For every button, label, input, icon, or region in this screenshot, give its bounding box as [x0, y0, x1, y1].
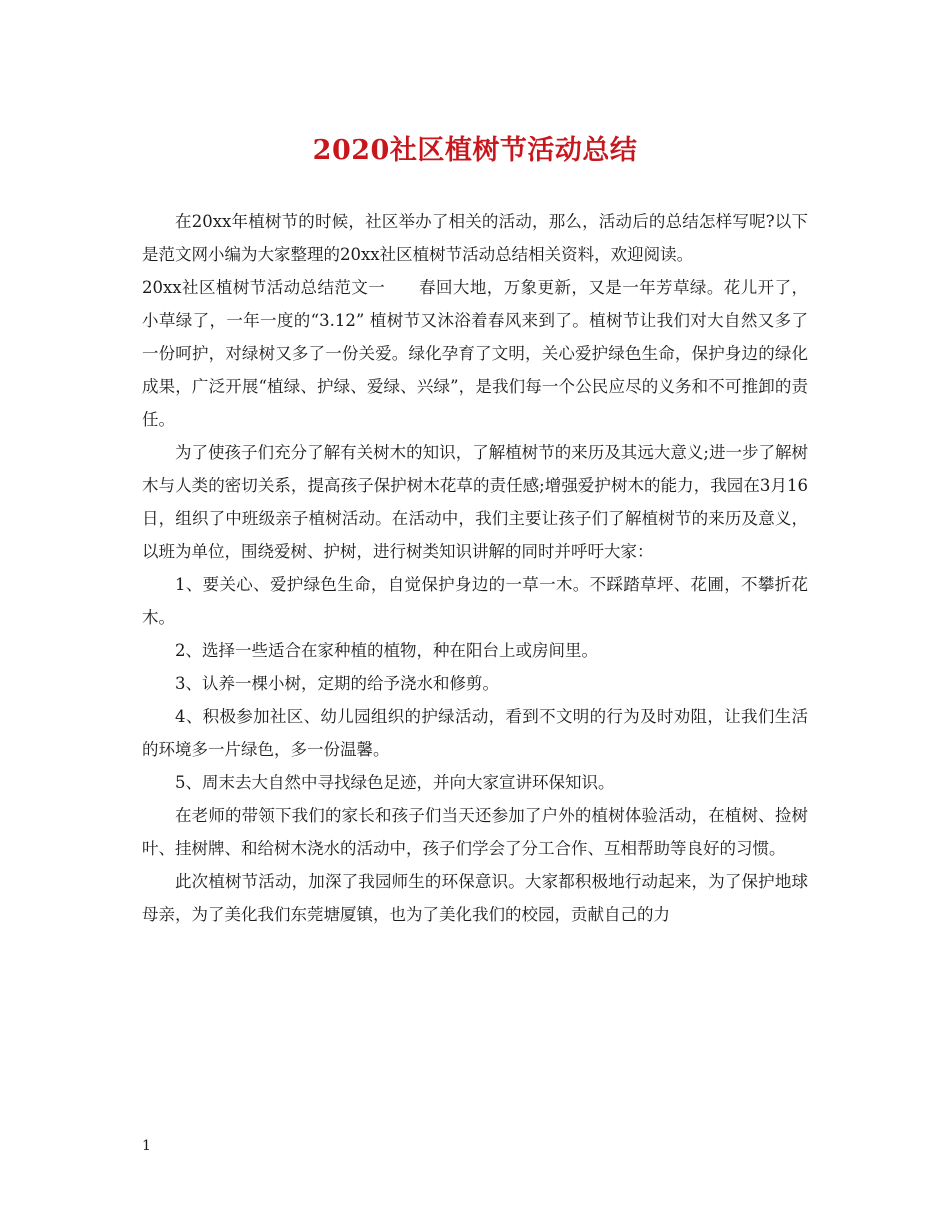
- page-number: 1: [142, 1138, 151, 1154]
- list-item-5: 5、周末去大自然中寻找绿色足迹，并向大家宣讲环保知识。: [175, 773, 615, 792]
- list-item-2: 2、选择一些适合在家种植的植物，种在阳台上或房间里。: [175, 641, 598, 660]
- paragraph-activity: 在老师的带领下我们的家长和孩子们当天还参加了户外的植树体验活动，在植树、捡树叶、挂树牌、和给树木浇水的活动中，孩子们学会了分工合作、互相帮助等良好的习惯。: [142, 806, 808, 858]
- document-title: 2020社区植树节活动总结: [312, 135, 638, 166]
- document-body: [142, 205, 808, 931]
- paragraph-purpose: 为了使孩子们充分了解有关树木的知识，了解植树节的来历及其远大意义;进一步了解树木与人类的密切关系，提高孩子保护树木花草的责任感;增强爱护树木的能力，我园在3月16日，组织了中班级亲子植树活动。在活动中，我们主要让孩子们了解植树节的来历及意义，以班为单位，围绕爱树、护树，进行树类知识讲解的同时并呼吁大家：: [142, 443, 808, 561]
- paragraph-sample-one: 20xx社区植树节活动总结范文一 春回大地，万象更新，又是一年芳草绿。花儿开了，小草绿了，一年一度的“3.12” 植树节又沐浴着春风来到了。植树节让我们对大自然又多了一份呵护，对绿树又多了一份关爱。绿化孕育了文明，关心爱护绿色生命，保护身边的绿化成果，广泛开展“植绿、护绿、爱绿、兴绿”，是我们每一个公民应尽的义务和不可推卸的责任。: [142, 278, 808, 429]
- list-item-4: 4、积极参加社区、幼儿园组织的护绿活动，看到不文明的行为及时劝阻，让我们生活的环境多一片绿色，多一份温馨。: [142, 707, 808, 759]
- list-item-3: 3、认养一棵小树，定期的给予浇水和修剪。: [175, 674, 499, 693]
- paragraph-conclusion: 此次植树节活动，加深了我园师生的环保意识。大家都积极地行动起来，为了保护地球母亲，为了美化我们东莞塘厦镇，也为了美化我们的校园，贡献自己的力: [142, 872, 808, 924]
- list-item-1: 1、要关心、爱护绿色生命，自觉保护身边的一草一木。不踩踏草坪、花圃，不攀折花木。: [142, 575, 808, 627]
- paragraph-intro: 在20xx年植树节的时候，社区举办了相关的活动，那么，活动后的总结怎样写呢?以下是范文网小编为大家整理的20xx社区植树节活动总结相关资料，欢迎阅读。: [142, 212, 808, 264]
